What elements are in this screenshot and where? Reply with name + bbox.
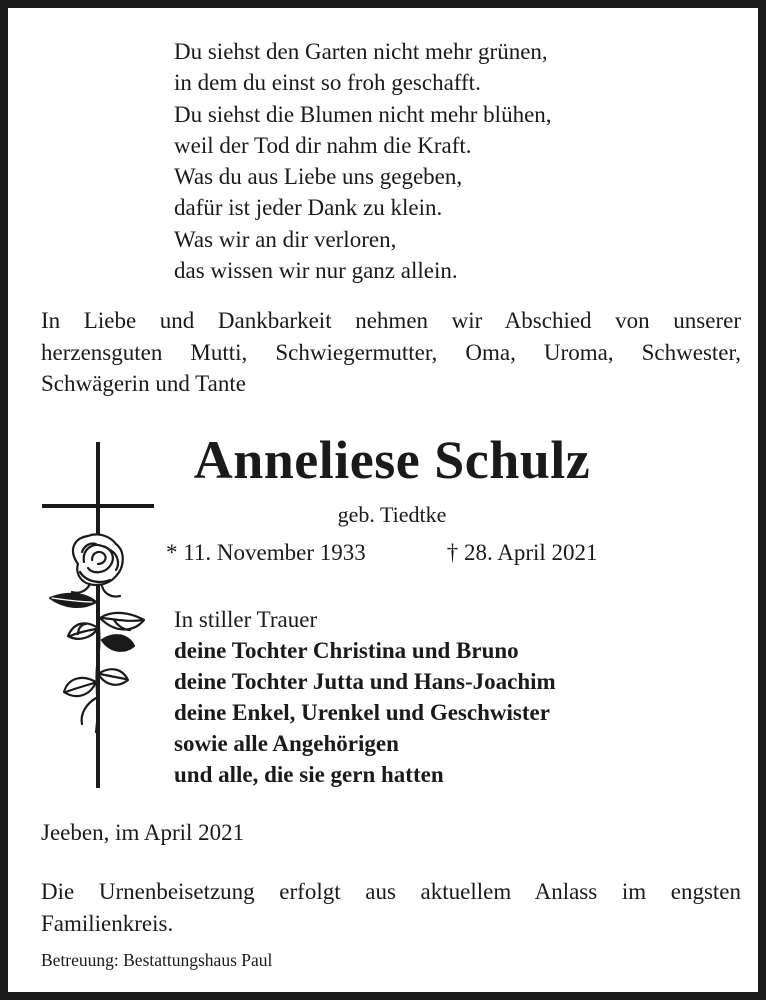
mourner-line: deine Enkel, Urenkel und Geschwister [174,700,550,725]
farewell-line: herzensguten Mutti, Schwiegermutter, Oma, Uroma, Schwester, [41,339,741,365]
poem-line: dafür ist jeder Dank zu klein. [174,195,443,221]
poem-line: das wissen wir nur ganz allein. [174,258,458,284]
poem-line: Was wir an dir verloren, [174,226,397,252]
poem-line: Was du aus Liebe uns gegeben, [174,164,463,190]
notice-line: Die Urnenbeisetzung erfolgt aus aktuellem Anlass im engsten [41,879,741,904]
burial-notice [41,876,741,939]
life-dates [166,538,598,568]
funeral-home-credit: Betreuung: Bestattungshaus Paul [41,950,273,970]
death-date: † 28. April 2021 [446,540,598,565]
poem-line: Du siehst den Garten nicht mehr grünen, [174,39,548,64]
poem-line: in dem du einst so froh geschafft. [174,70,481,96]
place-and-date: Jeeben, im April 2021 [41,820,245,845]
mourner-line: sowie alle Angehörigen [174,731,399,756]
poem-line: Du siehst die Blumen nicht mehr blühen, [174,101,552,127]
mourner-line: deine Tochter Jutta und Hans-Joachim [174,669,556,694]
farewell-line: In Liebe und Dankbarkeit nehmen wir Abschied von unserer [41,308,741,333]
poem-line: weil der Tod dir nahm die Kraft. [174,132,472,158]
mourner-line: deine Tochter Christina und Bruno [174,638,519,663]
birth-name: geb. Tiedtke [337,502,447,527]
memorial-poem [174,36,552,286]
cross-and-rose-emblem [38,442,160,792]
birth-date: * 11. November 1933 [166,540,366,565]
farewell-line: Schwägerin und Tante [41,371,246,396]
farewell-text [41,305,741,400]
mourner-line: und alle, die sie gern hatten [174,762,444,787]
mourners-heading: In stiller Trauer [174,607,318,632]
deceased-name: Anneliese Schulz [193,430,591,490]
mourners-list [174,604,556,790]
notice-line: Familienkreis. [41,910,174,936]
